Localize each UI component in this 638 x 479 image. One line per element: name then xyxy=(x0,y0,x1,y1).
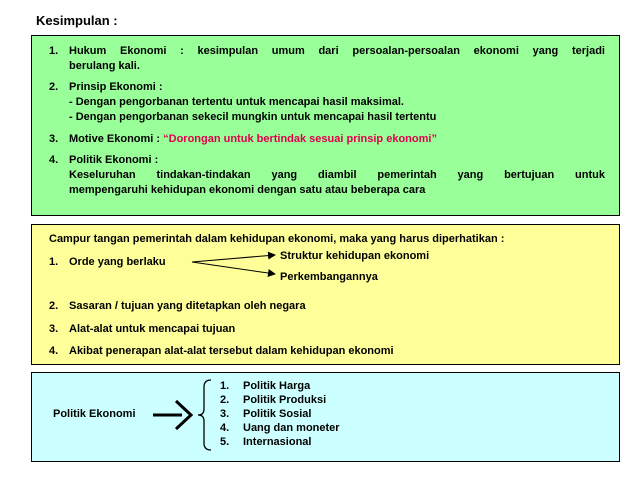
campur-tangan-box xyxy=(31,224,620,365)
page-title: Kesimpulan : xyxy=(36,13,118,28)
branch-struktur: Struktur kehidupan ekonomi xyxy=(280,250,430,262)
campur-tangan-intro: Campur tangan pemerintah dalam kehidupan ekonomi, maka yang harus diperhatikan : xyxy=(49,233,505,245)
curly-brace-icon xyxy=(198,380,211,450)
item-number: 4. xyxy=(220,422,230,434)
item-number: 2. xyxy=(49,300,59,312)
motive-ekonomi-label: Motive Ekonomi : xyxy=(69,133,164,145)
list-item-text: Politik Harga xyxy=(243,380,311,392)
orde-yang-berlaku: Orde yang berlaku xyxy=(69,256,166,268)
item-number: 4. xyxy=(49,154,59,166)
item-number: 1. xyxy=(49,256,59,268)
item-number: 3. xyxy=(49,133,59,145)
kesimpulan-box xyxy=(31,35,620,216)
politik-ekonomi-line-2: mempengaruhi kehidupan ekonomi dengan satu atau beberapa cara xyxy=(69,184,426,196)
item-number: 3. xyxy=(220,408,230,420)
hukum-ekonomi-line-2: berulang kali. xyxy=(69,60,140,72)
hukum-ekonomi-line-1: Hukum Ekonomi : kesimpulan umum dari persoalan-persoalan ekonomi yang terjadi xyxy=(69,45,605,57)
list-item-text: Politik Sosial xyxy=(243,408,312,420)
motive-ekonomi-line xyxy=(69,132,437,147)
prinsip-ekonomi-point-1: - Dengan pengorbanan tertentu untuk mencapai hasil maksimal. xyxy=(69,96,404,108)
list-item-text: Internasional xyxy=(243,436,312,448)
branch-perkembangan: Perkembangannya xyxy=(280,271,378,283)
item-number: 5. xyxy=(220,436,230,448)
politik-arrow-and-brace xyxy=(32,373,621,463)
akibat-penerapan: Akibat penerapan alat-alat tersebut dalam kehidupan ekonomi xyxy=(69,345,394,357)
politik-ekonomi-heading: Politik Ekonomi : xyxy=(69,154,159,166)
item-number: 1. xyxy=(220,380,230,392)
item-number: 1. xyxy=(49,45,59,57)
item-number: 2. xyxy=(49,81,59,93)
prinsip-ekonomi-point-2: - Dengan pengorbanan sekecil mungkin untuk mencapai hasil tertentu xyxy=(69,111,437,123)
list-item-text: Uang dan moneter xyxy=(243,422,340,434)
politik-ekonomi-label: Politik Ekonomi xyxy=(53,408,136,420)
alat-alat: Alat-alat untuk mencapai tujuan xyxy=(69,323,236,335)
item-number: 2. xyxy=(220,394,230,406)
item-number: 4. xyxy=(49,345,59,357)
item-number: 3. xyxy=(49,323,59,335)
list-item-text: Politik Produksi xyxy=(243,394,327,406)
politik-ekonomi-line-1: Keseluruhan tindakan-tindakan yang diambil pemerintah yang bertujuan untuk xyxy=(69,169,605,181)
sasaran-tujuan: Sasaran / tujuan yang ditetapkan oleh negara xyxy=(69,300,306,312)
motive-ekonomi-quote: “Dorongan untuk bertindak sesuai prinsip ekonomi” xyxy=(163,133,437,145)
thick-arrow-icon xyxy=(153,401,191,429)
prinsip-ekonomi-heading: Prinsip Ekonomi : xyxy=(69,81,163,93)
politik-ekonomi-box xyxy=(31,372,620,462)
